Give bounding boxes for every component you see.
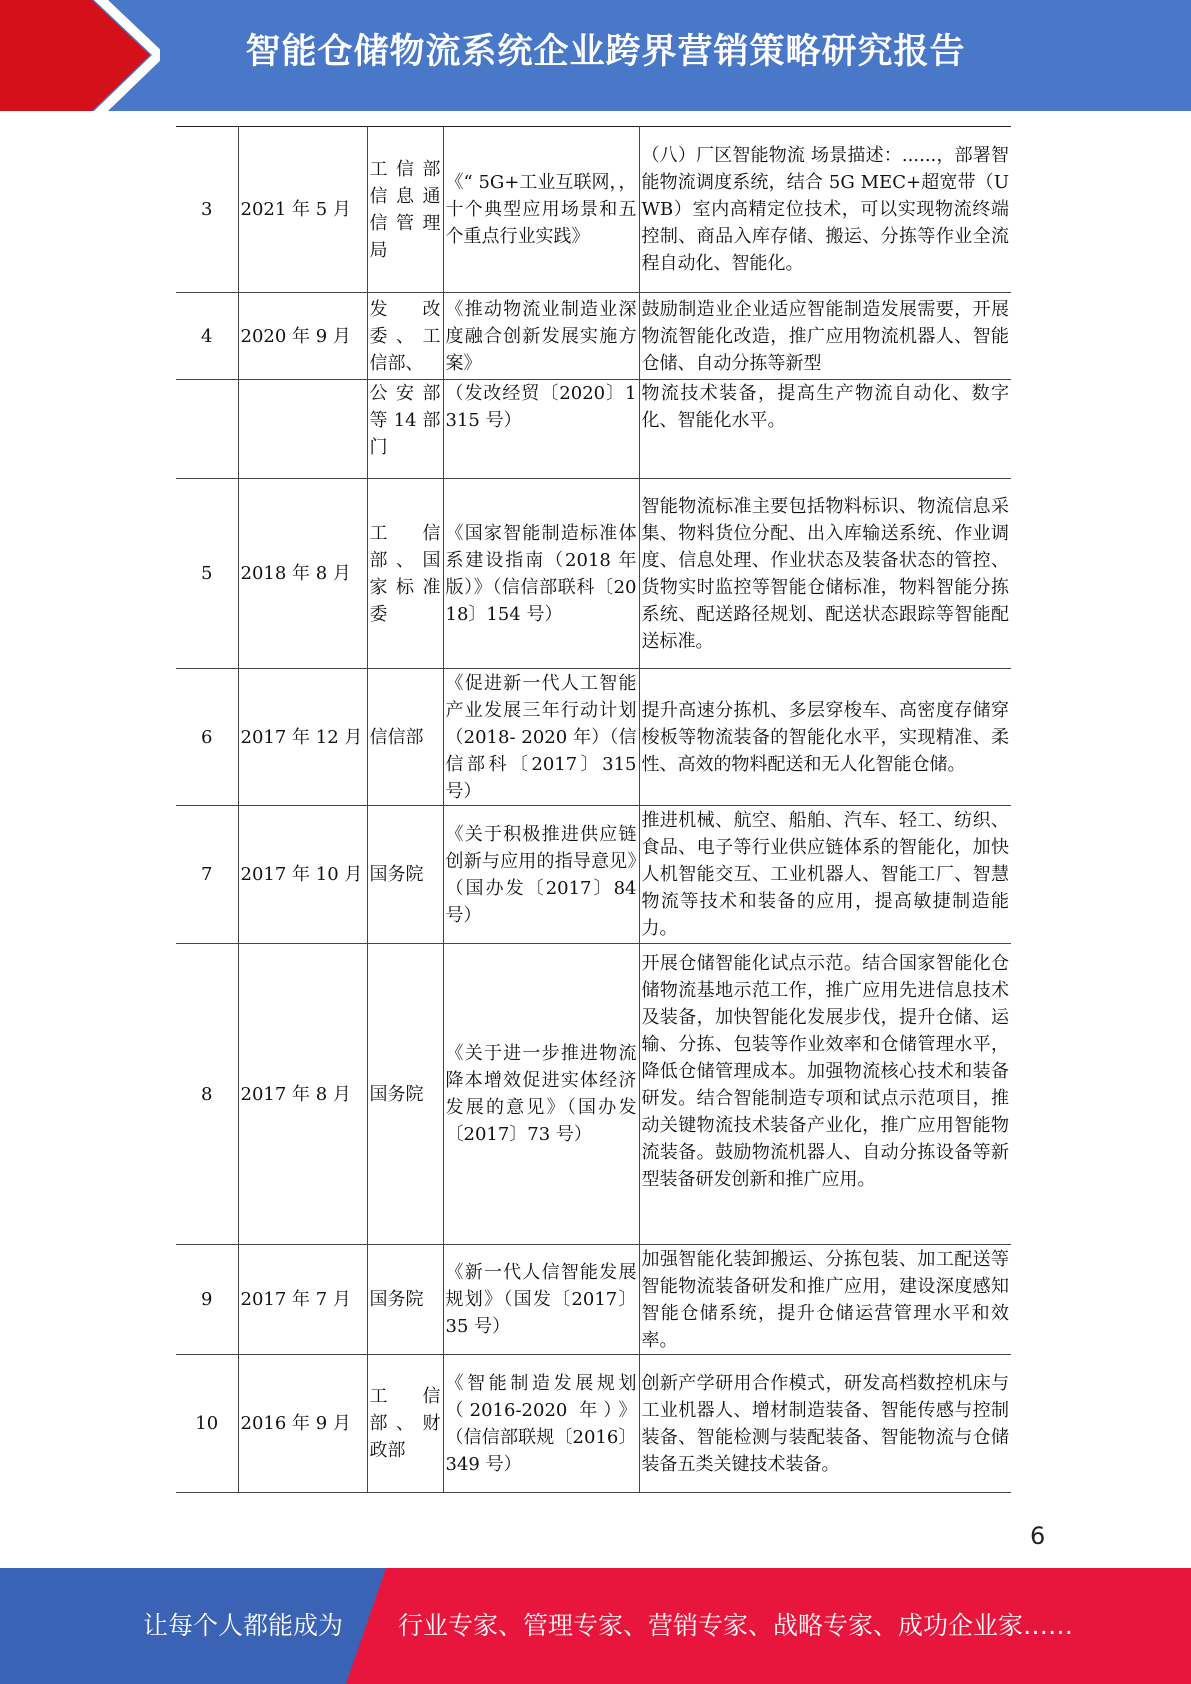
row-document: 《推动物流业制造业深度融合创新发展实施方案》 [443, 293, 639, 380]
table-row [176, 127, 1011, 293]
table-row [176, 293, 1011, 380]
row-content: 创新产学研用合作模式，研发高档数控机床与工业机器人、增材制造装备、智能传感与控制装备、智能检测与装配装备、智能物流与仓储装备五类关键技术装备。 [639, 1355, 1011, 1493]
row-date: 2020 年 9 月 [238, 293, 367, 380]
row-department: 工信部信息通信管理局 [367, 127, 443, 293]
row-content: 开展仓储智能化试点示范。结合国家智能化仓储物流基地示范工作，推广应用先进信息技术及装备，加快智能化发展步伐，提升仓储、运输、分拣、包装等作业效率和仓储管理水平，降低仓储管理成本。加强物流核心技术和装备研发。结合智能制造专项和试点示范项目，推动关键物流技术装备产业化，推广应用智能物流装备。鼓励物流机器人、自动分拣设备等新型装备研发创新和推广应用。 [639, 944, 1011, 1245]
row-content: 提升高速分拣机、多层穿梭车、高密度存储穿梭板等物流装备的智能化水平，实现精准、柔性、高效的物料配送和无人化智能仓储。 [639, 669, 1011, 806]
table-row [176, 1355, 1011, 1493]
row-date: 2016 年 9 月 [238, 1355, 367, 1493]
row-number: 9 [176, 1245, 238, 1355]
row-document: 《“ 5G+工业互联网，，十个典型应用场景和五个重点行业实践》 [443, 127, 639, 293]
row-content: 物流技术装备，提高生产物流自动化、数字化、智能化水平。 [639, 380, 1011, 479]
row-document: 《促进新一代人工智能产业发展三年行动计划（2018- 2020 年）（信信部科〔2017〕315 号） [443, 669, 639, 806]
row-department: 信信部 [367, 669, 443, 806]
row-department: 工信部、国家标准委 [367, 479, 443, 669]
row-department: 发改委、工信部、 [367, 293, 443, 380]
row-number: 7 [176, 806, 238, 944]
row-date [238, 380, 367, 479]
row-content: 鼓励制造业企业适应智能制造发展需要，开展物流智能化改造，推广应用物流机器人、智能仓储、自动分拣等新型 [639, 293, 1011, 380]
page-title: 智能仓储物流系统企业跨界营销策略研究报告 [245, 32, 966, 72]
row-number: 5 [176, 479, 238, 669]
row-content: 智能物流标准主要包括物料标识、物流信息采集、物料货位分配、出入库输送系统、作业调度、信息处理、作业状态及装备状态的管控、货物实时监控等智能仓储标准，物料智能分拣系统、配送路径规划、配送状态跟踪等智能配送标准。 [639, 479, 1011, 669]
row-department: 工信部、财政部 [367, 1355, 443, 1493]
row-date: 2021 年 5 月 [238, 127, 367, 293]
page-footer [0, 1568, 1191, 1684]
table-row [176, 479, 1011, 669]
table-row [176, 669, 1011, 806]
table-row [176, 1245, 1011, 1355]
row-date: 2017 年 8 月 [238, 944, 367, 1245]
row-document: 《关于积极推进供应链创新与应用的指导意见》（国办发〔2017〕84 号） [443, 806, 639, 944]
row-document: 《国家智能制造标准体系建设指南（2018 年版）》（信信部联科〔2018〕154 号） [443, 479, 639, 669]
row-date: 2017 年 12 月 [238, 669, 367, 806]
row-date: 2017 年 10 月 [238, 806, 367, 944]
table-row [176, 380, 1011, 479]
row-number: 10 [176, 1355, 238, 1493]
row-content: 推进机械、航空、船舶、汽车、轻工、纺织、食品、电子等行业供应链体系的智能化，加快人机智能交互、工业机器人、智能工厂、智慧物流等技术和装备的应用，提高敏捷制造能力。 [639, 806, 1011, 944]
page-header [0, 0, 1191, 111]
row-department: 国务院 [367, 944, 443, 1245]
row-document: 《关于进一步推进物流降本增效促进实体经济发展的意见》（国办发〔2017〕73 号） [443, 944, 639, 1245]
row-number: 6 [176, 669, 238, 806]
page-number: 6 [1030, 1522, 1046, 1550]
row-number: 4 [176, 293, 238, 380]
row-number [176, 380, 238, 479]
footer-slogan-left: 让每个人都能成为 [143, 1611, 344, 1640]
row-number: 3 [176, 127, 238, 293]
row-date: 2017 年 7 月 [238, 1245, 367, 1355]
row-content: 加强智能化装卸搬运、分拣包装、加工配送等智能物流装备研发和推广应用，建设深度感知智能仓储系统，提升仓储运营管理水平和效率。 [639, 1245, 1011, 1355]
row-department: 国务院 [367, 1245, 443, 1355]
row-department: 国务院 [367, 806, 443, 944]
footer-slogan-right: 行业专家、管理专家、营销专家、战略专家、成功企业家…… [398, 1611, 1074, 1640]
row-document: 《智能制造发展规划（2016-2020 年）》（信信部联规〔2016〕349 号） [443, 1355, 639, 1493]
row-department: 公安部等 14 部门 [367, 380, 443, 479]
table-row [176, 944, 1011, 1245]
policy-table [176, 126, 1011, 1493]
row-document: 《新一代人信智能发展规划》（国发〔2017〕35 号） [443, 1245, 639, 1355]
table-row [176, 806, 1011, 944]
row-document: （发改经贸〔2020〕1315 号） [443, 380, 639, 479]
row-date: 2018 年 8 月 [238, 479, 367, 669]
row-number: 8 [176, 944, 238, 1245]
row-content: （八）厂区智能物流 场景描述：......，部署智能物流调度系统，结合 5G MEC+超宽带（UWB）室内高精定位技术，可以实现物流终端控制、商品入库存储、搬运、分拣等作业全流程自动化、智能化。 [639, 127, 1011, 293]
